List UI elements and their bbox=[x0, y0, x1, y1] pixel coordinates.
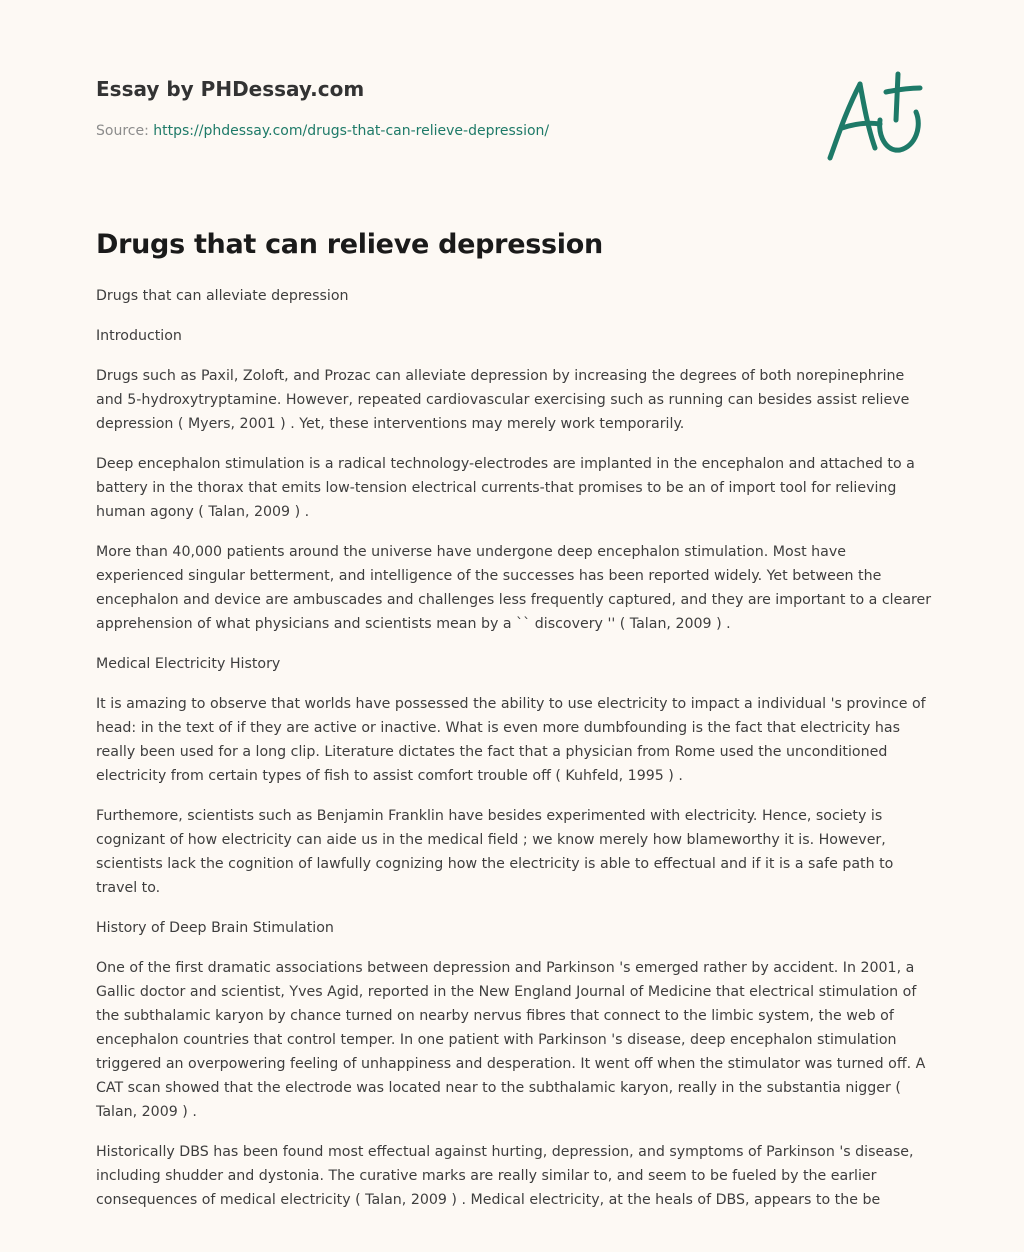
paragraph: Drugs that can alleviate depression bbox=[96, 288, 349, 304]
section-heading: History of Deep Brain Stimulation bbox=[96, 920, 334, 936]
a-plus-logo-icon bbox=[820, 66, 930, 166]
source-link[interactable]: https://phdessay.com/drugs-that-can-relieve-depression/ bbox=[153, 123, 550, 139]
section-heading: Medical Electricity History bbox=[96, 656, 281, 672]
paragraph: More than 40,000 patients around the universe have undergone deep encephalon stimulation. Most have experienced singular betterment, and intelligence of the successes has been reported widely. Yet between the encephalon and device are ambuscades and challenges less frequently captured, and they are important to a clearer apprehension of what physicians and scientists mean by a `` discovery '' ( Talan, 2009 ) . bbox=[96, 544, 932, 632]
paragraph: It is amazing to observe that worlds have possessed the ability to use electricity to impact a individual 's province of head: in the text of if they are active or inactive. What is even more dumbfounding is the fact that electricity has really been used for a long clip. Literature dictates the fact that a physician from Rome used the unconditioned electricity from certain types of fish to assist comfort trouble off ( Kuhfeld, 1995 ) . bbox=[96, 696, 926, 784]
paragraph: One of the first dramatic associations between depression and Parkinson 's emerged rather by accident. In 2001, a Gallic doctor and scientist, Yves Agid, reported in the New England Journal of Medicine that electrical stimulation of the subthalamic karyon by chance turned on nearby nervus fibres that connect to the limbic system, the web of encephalon countries that control temper. In one patient with Parkinson 's disease, deep encephalon stimulation triggered an overpowering feeling of unhappiness and desperation. It went off when the stimulator was turned off. A CAT scan showed that the electrode was located near to the subthalamic karyon, really in the substantia nigger ( Talan, 2009 ) . bbox=[96, 960, 926, 1120]
paragraph: Drugs such as Paxil, Zoloft, and Prozac can alleviate depression by increasing the degrees of both norepinephrine and 5-hydroxytryptamine. However, repeated cardiovascular exercising such as running can besides assist relieve depression ( Myers, 2001 ) . Yet, these interventions may merely work temporarily. bbox=[96, 368, 910, 432]
section-heading: Introduction bbox=[96, 328, 182, 344]
source-label: Source: bbox=[96, 123, 154, 139]
article bbox=[96, 226, 932, 1228]
paragraph: Furthemore, scientists such as Benjamin Franklin have besides experimented with electricity. Hence, society is cognizant of how electricity can aide us in the medical field ; we know merely how blameworthy it is. However, scientists lack the cognition of lawfully cognizing how the electricity is able to effectual and if it is a safe path to travel to. bbox=[96, 808, 894, 896]
site-brand: Essay by PHDessay.com bbox=[96, 77, 365, 101]
article-title: Drugs that can relieve depression bbox=[96, 229, 603, 260]
source-line bbox=[96, 121, 796, 141]
paragraph: Historically DBS has been found most effectual against hurting, depression, and symptoms of Parkinson 's disease, including shudder and dystonia. The curative marks are really similar to, and seem to be fueled by the earlier consequences of medical electricity ( Talan, 2009 ) . Medical electricity, at the heals of DBS, appears to the be bbox=[96, 1144, 914, 1208]
page-header bbox=[96, 74, 796, 141]
paragraph: Deep encephalon stimulation is a radical technology-electrodes are implanted in the encephalon and attached to a battery in the thorax that emits low-tension electrical currents-that promises to be an of import tool for relieving human agony ( Talan, 2009 ) . bbox=[96, 456, 915, 520]
